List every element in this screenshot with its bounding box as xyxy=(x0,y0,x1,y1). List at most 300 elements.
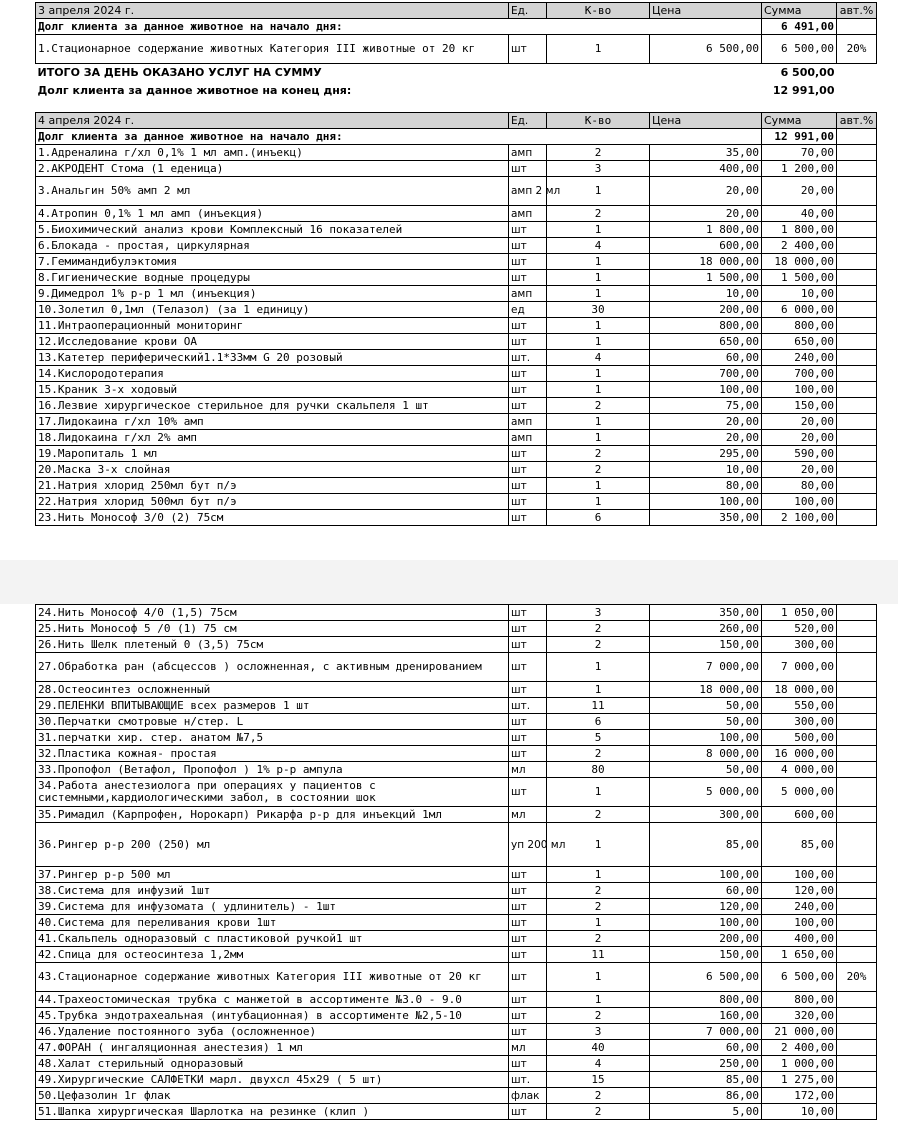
item-price: 60,00 xyxy=(650,883,762,899)
item-disc xyxy=(837,446,877,462)
item-sum: 100,00 xyxy=(762,867,837,883)
item-sum: 1 800,00 xyxy=(762,222,837,238)
day-total-value: 6 500,00 xyxy=(780,65,835,79)
table-row xyxy=(36,254,877,270)
item-sum: 85,00 xyxy=(762,823,837,867)
item-unit: шт xyxy=(509,947,547,963)
table-row xyxy=(36,823,877,867)
item-qty: 6 xyxy=(547,510,650,526)
item-name: 9.Димедрол 1% р-р 1 мл (инъекция) xyxy=(36,286,509,302)
item-name: 33.Пропофол (Ветафол, Пропофол ) 1% р-р ампула xyxy=(36,762,509,778)
item-unit: мл xyxy=(509,1040,547,1056)
item-name: 3.Анальгин 50% амп 2 мл xyxy=(36,177,509,206)
item-unit: шт xyxy=(509,270,547,286)
item-disc xyxy=(837,302,877,318)
table-row xyxy=(36,915,877,931)
item-disc xyxy=(837,807,877,823)
table-row xyxy=(36,462,877,478)
item-sum: 1 050,00 xyxy=(762,605,837,621)
item-unit: шт xyxy=(509,605,547,621)
table-row xyxy=(36,510,877,526)
item-unit: шт. xyxy=(509,1072,547,1088)
item-qty: 6 xyxy=(547,714,650,730)
item-price: 7 000,00 xyxy=(650,653,762,682)
item-name: 51.Шапка хирургическая Шарлотка на резинке (клип ) xyxy=(36,1104,509,1120)
item-price: 20,00 xyxy=(650,206,762,222)
item-name: 10.Золетил 0,1мл (Телазол) (за 1 единицу) xyxy=(36,302,509,318)
item-unit: шт xyxy=(509,382,547,398)
item-unit: мл xyxy=(509,807,547,823)
item-disc xyxy=(837,1072,877,1088)
table-row xyxy=(36,414,877,430)
table-row xyxy=(36,1072,877,1088)
item-qty: 15 xyxy=(547,1072,650,1088)
item-name: 36.Рингер р-р 200 (250) мл xyxy=(36,823,509,867)
item-price: 85,00 xyxy=(650,1072,762,1088)
item-qty: 4 xyxy=(547,238,650,254)
item-unit: шт xyxy=(509,883,547,899)
item-sum: 1 500,00 xyxy=(762,270,837,286)
table-row xyxy=(36,334,877,350)
item-disc xyxy=(837,366,877,382)
item-unit: амп xyxy=(509,430,547,446)
item-sum: 300,00 xyxy=(762,637,837,653)
item-price: 6 500,00 xyxy=(650,35,762,64)
item-unit: уп 200 мл xyxy=(509,823,547,867)
item-unit: шт xyxy=(509,35,547,64)
item-sum: 400,00 xyxy=(762,931,837,947)
item-sum: 20,00 xyxy=(762,462,837,478)
item-price: 120,00 xyxy=(650,899,762,915)
item-price: 100,00 xyxy=(650,915,762,931)
table-row xyxy=(36,653,877,682)
item-sum: 100,00 xyxy=(762,382,837,398)
item-price: 600,00 xyxy=(650,238,762,254)
item-price: 75,00 xyxy=(650,398,762,414)
item-sum: 700,00 xyxy=(762,366,837,382)
item-name: 12.Исследование крови ОА xyxy=(36,334,509,350)
item-sum: 150,00 xyxy=(762,398,837,414)
item-qty: 1 xyxy=(547,366,650,382)
item-sum: 172,00 xyxy=(762,1088,837,1104)
item-name: 5.Биохимический анализ крови Комплексный 16 показателей xyxy=(36,222,509,238)
item-disc xyxy=(837,621,877,637)
item-name: 11.Интраоперационный мониторинг xyxy=(36,318,509,334)
item-disc xyxy=(837,238,877,254)
item-qty: 2 xyxy=(547,206,650,222)
table-row xyxy=(36,1024,877,1040)
item-name: 16.Лезвие хирургическое стерильное для ручки скальпеля 1 шт xyxy=(36,398,509,414)
item-qty: 1 xyxy=(547,823,650,867)
item-sum: 500,00 xyxy=(762,730,837,746)
item-name: 24.Нить Монософ 4/0 (1,5) 75см xyxy=(36,605,509,621)
item-qty: 1 xyxy=(547,254,650,270)
item-sum: 80,00 xyxy=(762,478,837,494)
item-sum: 1 275,00 xyxy=(762,1072,837,1088)
item-name: 23.Нить Монософ 3/0 (2) 75см xyxy=(36,510,509,526)
table-row xyxy=(36,637,877,653)
item-unit: шт xyxy=(509,899,547,915)
item-name: 46.Удаление постоянного зуба (осложненное) xyxy=(36,1024,509,1040)
item-qty: 1 xyxy=(547,494,650,510)
item-disc xyxy=(837,867,877,883)
day2-debt-start-row xyxy=(36,129,877,145)
day2-date: 4 апреля 2024 г. xyxy=(36,113,509,129)
item-sum: 600,00 xyxy=(762,807,837,823)
page-break xyxy=(0,560,898,604)
item-name: 1.Адреналина г/хл 0,1% 1 мл амп.(инъекц) xyxy=(36,145,509,161)
item-name: 2.АКРОДЕНТ Стома (1 еденица) xyxy=(36,161,509,177)
item-sum: 5 000,00 xyxy=(762,778,837,807)
item-qty: 1 xyxy=(547,286,650,302)
item-disc xyxy=(837,177,877,206)
table-row xyxy=(36,714,877,730)
item-unit: амп xyxy=(509,206,547,222)
item-qty: 1 xyxy=(547,177,650,206)
item-unit: амп xyxy=(509,414,547,430)
item-name: 14.Кислородотерапия xyxy=(36,366,509,382)
table-row xyxy=(36,350,877,366)
item-unit: шт xyxy=(509,254,547,270)
item-qty: 2 xyxy=(547,931,650,947)
item-sum: 100,00 xyxy=(762,915,837,931)
item-disc xyxy=(837,318,877,334)
item-price: 6 500,00 xyxy=(650,963,762,992)
day1-header-row xyxy=(36,3,877,19)
day2-table-page1 xyxy=(35,112,877,526)
item-name: 42.Спица для остеосинтеза 1,2мм xyxy=(36,947,509,963)
item-disc xyxy=(837,682,877,698)
item-sum: 650,00 xyxy=(762,334,837,350)
item-sum: 18 000,00 xyxy=(762,682,837,698)
table-row xyxy=(36,883,877,899)
item-sum: 100,00 xyxy=(762,494,837,510)
item-disc xyxy=(837,1056,877,1072)
debt-end-value: 12 991,00 xyxy=(772,83,835,97)
table-row xyxy=(36,807,877,823)
item-price: 1 500,00 xyxy=(650,270,762,286)
item-price: 7 000,00 xyxy=(650,1024,762,1040)
item-qty: 30 xyxy=(547,302,650,318)
item-disc xyxy=(837,1088,877,1104)
item-qty: 2 xyxy=(547,398,650,414)
item-sum: 2 400,00 xyxy=(762,1040,837,1056)
item-sum: 6 500,00 xyxy=(762,963,837,992)
table-row xyxy=(36,746,877,762)
item-unit: шт xyxy=(509,931,547,947)
item-disc xyxy=(837,161,877,177)
item-unit: шт xyxy=(509,1056,547,1072)
item-unit: шт xyxy=(509,398,547,414)
item-qty: 2 xyxy=(547,637,650,653)
item-price: 85,00 xyxy=(650,823,762,867)
item-sum: 4 000,00 xyxy=(762,762,837,778)
item-qty: 3 xyxy=(547,1024,650,1040)
item-name: 17.Лидокаина г/хл 10% амп xyxy=(36,414,509,430)
col-sum-header: Сумма xyxy=(762,113,837,129)
item-unit: шт xyxy=(509,238,547,254)
table-row xyxy=(36,947,877,963)
item-sum: 800,00 xyxy=(762,318,837,334)
table-row xyxy=(36,382,877,398)
item-qty: 2 xyxy=(547,145,650,161)
col-price-header: Цена xyxy=(650,3,762,19)
day1-date: 3 апреля 2024 г. xyxy=(36,3,509,19)
item-unit: мл xyxy=(509,762,547,778)
item-disc xyxy=(837,206,877,222)
item-unit: ед xyxy=(509,302,547,318)
table-row xyxy=(36,1040,877,1056)
item-name: 18.Лидокаина г/хл 2% амп xyxy=(36,430,509,446)
table-row xyxy=(36,222,877,238)
item-name: 45.Трубка эндотрахеальная (интубационная) в ассортименте №2,5-10 xyxy=(36,1008,509,1024)
item-name: 37.Рингер р-р 500 мл xyxy=(36,867,509,883)
item-disc xyxy=(837,1024,877,1040)
table-row xyxy=(36,398,877,414)
item-name: 28.Остеосинтез осложненный xyxy=(36,682,509,698)
item-qty: 4 xyxy=(547,1056,650,1072)
item-name: 1.Стационарное содержание животных Категория III животные от 20 кг xyxy=(36,35,509,64)
item-unit: шт xyxy=(509,915,547,931)
item-price: 350,00 xyxy=(650,605,762,621)
table-row xyxy=(36,1088,877,1104)
item-price: 800,00 xyxy=(650,992,762,1008)
item-sum: 6 000,00 xyxy=(762,302,837,318)
item-disc xyxy=(837,778,877,807)
item-qty: 2 xyxy=(547,1008,650,1024)
item-name: 48.Халат стерильный одноразовый xyxy=(36,1056,509,1072)
item-sum: 40,00 xyxy=(762,206,837,222)
item-disc xyxy=(837,746,877,762)
debt-start-label: Долг клиента за данное животное на начало дня: xyxy=(36,129,762,145)
item-name: 25.Нить Монософ 5 /0 (1) 75 см xyxy=(36,621,509,637)
item-unit: шт xyxy=(509,318,547,334)
item-qty: 1 xyxy=(547,682,650,698)
item-disc xyxy=(837,637,877,653)
item-qty: 2 xyxy=(547,446,650,462)
item-price: 50,00 xyxy=(650,698,762,714)
item-unit: шт xyxy=(509,446,547,462)
item-price: 80,00 xyxy=(650,478,762,494)
item-sum: 10,00 xyxy=(762,1104,837,1120)
item-unit: шт xyxy=(509,1008,547,1024)
item-disc xyxy=(837,947,877,963)
item-qty: 2 xyxy=(547,807,650,823)
item-name: 7.Гемимандибулэктомия xyxy=(36,254,509,270)
table-row xyxy=(36,446,877,462)
item-disc xyxy=(837,398,877,414)
item-unit: шт xyxy=(509,478,547,494)
item-qty: 2 xyxy=(547,621,650,637)
col-unit-header: Ед. xyxy=(509,3,547,19)
col-unit-header: Ед. xyxy=(509,113,547,129)
table-row xyxy=(36,177,877,206)
table-row xyxy=(36,238,877,254)
item-disc xyxy=(837,823,877,867)
item-disc xyxy=(837,494,877,510)
item-name: 27.Обработка ран (абсцессов ) осложненная, с активным дренированием xyxy=(36,653,509,682)
item-name: 39.Система для инфузомата ( удлинитель) - 1шт xyxy=(36,899,509,915)
item-name: 49.Хирургические САЛФЕТКИ марл. двухсл 45х29 ( 5 шт) xyxy=(36,1072,509,1088)
col-price-header: Цена xyxy=(650,113,762,129)
item-qty: 1 xyxy=(547,963,650,992)
item-name: 26.Нить Шелк плетеный 0 (3,5) 75см xyxy=(36,637,509,653)
item-unit: шт xyxy=(509,1104,547,1120)
debt-start-value: 6 491,00 xyxy=(762,19,837,35)
table-row xyxy=(36,302,877,318)
item-unit: шт xyxy=(509,161,547,177)
item-qty: 2 xyxy=(547,899,650,915)
day1-total-row xyxy=(36,64,877,82)
item-qty: 40 xyxy=(547,1040,650,1056)
item-disc xyxy=(837,883,877,899)
debt-start-value: 12 991,00 xyxy=(762,129,837,145)
table-row xyxy=(36,478,877,494)
item-price: 100,00 xyxy=(650,494,762,510)
item-unit: шт xyxy=(509,222,547,238)
item-disc xyxy=(837,714,877,730)
item-disc xyxy=(837,334,877,350)
item-sum: 21 000,00 xyxy=(762,1024,837,1040)
table-row xyxy=(36,778,877,807)
item-disc xyxy=(837,222,877,238)
item-price: 86,00 xyxy=(650,1088,762,1104)
item-disc xyxy=(837,478,877,494)
item-qty: 1 xyxy=(547,270,650,286)
item-sum: 10,00 xyxy=(762,286,837,302)
table-row xyxy=(36,992,877,1008)
item-name: 34.Работа анестезиолога при операциях у пациентов с системными,кардиологическими забол, в состоянии шок xyxy=(36,778,509,807)
table-row xyxy=(36,730,877,746)
item-price: 200,00 xyxy=(650,931,762,947)
item-price: 60,00 xyxy=(650,350,762,366)
table-row xyxy=(36,963,877,992)
item-qty: 1 xyxy=(547,915,650,931)
item-name: 15.Краник 3-х ходовый xyxy=(36,382,509,398)
day2-header-row xyxy=(36,113,877,129)
item-sum: 20,00 xyxy=(762,430,837,446)
item-qty: 80 xyxy=(547,762,650,778)
item-qty: 1 xyxy=(547,382,650,398)
table-row xyxy=(36,494,877,510)
item-unit: шт. xyxy=(509,350,547,366)
item-sum: 20,00 xyxy=(762,177,837,206)
item-qty: 1 xyxy=(547,334,650,350)
item-disc xyxy=(837,931,877,947)
item-unit: шт xyxy=(509,682,547,698)
item-qty: 1 xyxy=(547,867,650,883)
table-row xyxy=(36,621,877,637)
item-price: 200,00 xyxy=(650,302,762,318)
item-sum: 70,00 xyxy=(762,145,837,161)
item-disc xyxy=(837,899,877,915)
table-row xyxy=(36,161,877,177)
item-qty: 1 xyxy=(547,35,650,64)
item-qty: 1 xyxy=(547,222,650,238)
item-sum: 1 200,00 xyxy=(762,161,837,177)
item-unit: амп xyxy=(509,286,547,302)
item-name: 40.Система для переливания крови 1шт xyxy=(36,915,509,931)
item-unit: шт xyxy=(509,462,547,478)
item-sum: 1 000,00 xyxy=(762,1056,837,1072)
item-sum: 240,00 xyxy=(762,899,837,915)
item-name: 50.Цефазолин 1г флак xyxy=(36,1088,509,1104)
item-sum: 2 400,00 xyxy=(762,238,837,254)
item-sum: 16 000,00 xyxy=(762,746,837,762)
item-unit: шт xyxy=(509,510,547,526)
item-disc xyxy=(837,510,877,526)
item-name: 32.Пластика кожная- простая xyxy=(36,746,509,762)
item-price: 20,00 xyxy=(650,177,762,206)
item-unit: амп xyxy=(509,145,547,161)
item-name: 44.Трахеостомическая трубка с манжетой в ассортименте №3.0 - 9.0 xyxy=(36,992,509,1008)
item-unit: шт xyxy=(509,778,547,807)
item-disc xyxy=(837,730,877,746)
table-row xyxy=(36,145,877,161)
item-disc: 20% xyxy=(837,963,877,992)
item-unit: шт. xyxy=(509,698,547,714)
item-name: 8.Гигиенические водные процедуры xyxy=(36,270,509,286)
item-name: 35.Римадил (Карпрофен, Норокарп) Рикарфа р-р для инъекций 1мл xyxy=(36,807,509,823)
col-qty-header: К-во xyxy=(547,3,650,19)
item-disc xyxy=(837,462,877,478)
item-unit: шт xyxy=(509,730,547,746)
item-disc xyxy=(837,1008,877,1024)
item-unit: шт xyxy=(509,621,547,637)
item-price: 260,00 xyxy=(650,621,762,637)
item-price: 800,00 xyxy=(650,318,762,334)
item-qty: 3 xyxy=(547,605,650,621)
item-price: 10,00 xyxy=(650,286,762,302)
item-sum: 800,00 xyxy=(762,992,837,1008)
item-price: 10,00 xyxy=(650,462,762,478)
item-price: 150,00 xyxy=(650,637,762,653)
item-name: 19.Маропиталь 1 мл xyxy=(36,446,509,462)
item-sum: 520,00 xyxy=(762,621,837,637)
item-qty: 1 xyxy=(547,430,650,446)
day1-debt-end-row xyxy=(36,82,877,100)
item-unit: шт xyxy=(509,746,547,762)
item-qty: 1 xyxy=(547,992,650,1008)
item-qty: 2 xyxy=(547,1088,650,1104)
item-name: 38.Система для инфузий 1шт xyxy=(36,883,509,899)
item-sum: 240,00 xyxy=(762,350,837,366)
item-disc: 20% xyxy=(837,35,877,64)
item-qty: 2 xyxy=(547,462,650,478)
item-name: 29.ПЕЛЕНКИ ВПИТЫВАЮЩИЕ всех размеров 1 шт xyxy=(36,698,509,714)
table-row xyxy=(36,931,877,947)
item-unit: шт xyxy=(509,714,547,730)
debt-start-label: Долг клиента за данное животное на начало дня: xyxy=(36,19,762,35)
table-row xyxy=(36,318,877,334)
item-disc xyxy=(837,992,877,1008)
table-row xyxy=(36,867,877,883)
item-price: 20,00 xyxy=(650,430,762,446)
item-unit: шт xyxy=(509,992,547,1008)
item-unit: флак xyxy=(509,1088,547,1104)
item-sum: 300,00 xyxy=(762,714,837,730)
item-sum: 590,00 xyxy=(762,446,837,462)
item-name: 21.Натрия хлорид 250мл бут п/э xyxy=(36,478,509,494)
item-qty: 4 xyxy=(547,350,650,366)
item-disc xyxy=(837,653,877,682)
item-name: 30.Перчатки смотровые н/стер. L xyxy=(36,714,509,730)
item-unit: амп 2 мл xyxy=(509,177,547,206)
item-price: 250,00 xyxy=(650,1056,762,1072)
item-name: 31.перчатки хир. стер. анатом №7,5 xyxy=(36,730,509,746)
table-row xyxy=(36,366,877,382)
day1-table xyxy=(35,2,877,100)
